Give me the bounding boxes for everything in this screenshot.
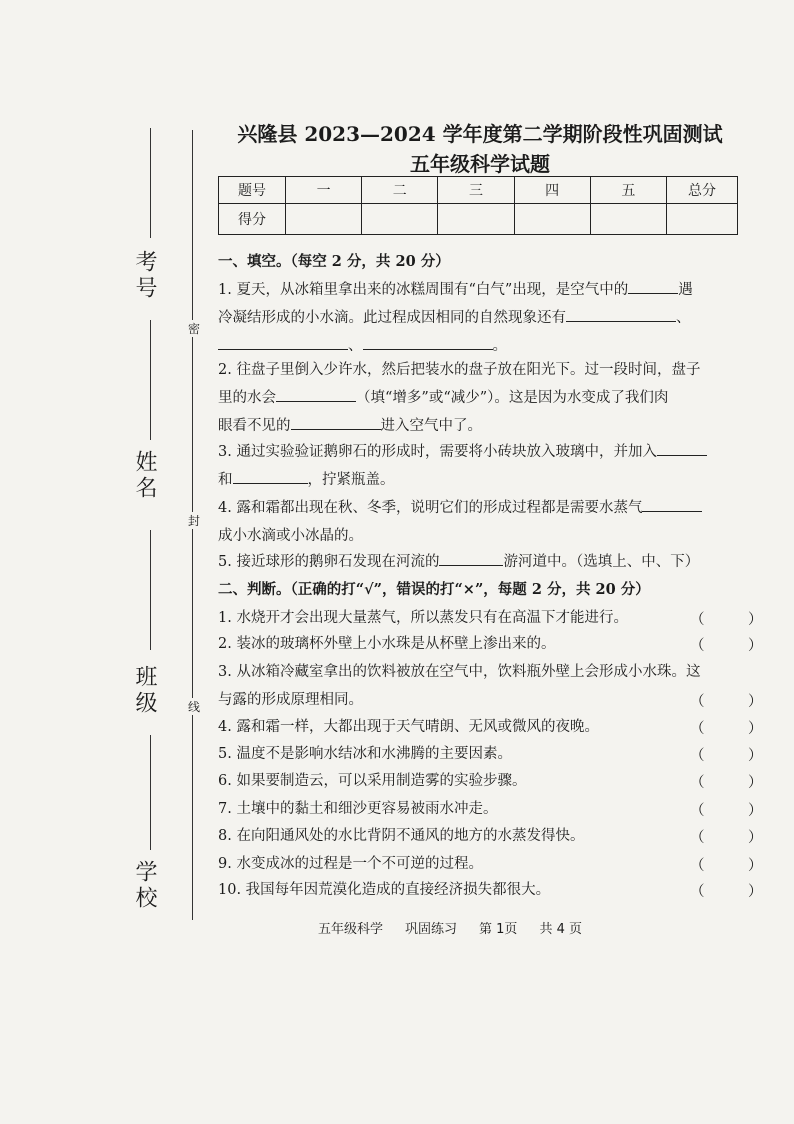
score-header-cell: 总分 (667, 177, 738, 204)
exam-subtitle: 五年级科学试题 (410, 152, 550, 176)
exam-number-label: 考号 (132, 250, 157, 302)
q1-text-c: 冷凝结形成的小水滴。此过程成因相同的自然现象还有 (218, 310, 566, 326)
score-row-label: 得分 (219, 204, 286, 235)
exam-number-line (150, 128, 151, 238)
score-header-cell: 一 (286, 177, 362, 204)
footer-page: 第 1页 (479, 922, 518, 937)
score-header-cell: 三 (438, 177, 514, 204)
answer-paren-2[interactable]: （ ） (690, 638, 763, 654)
footer-type: 巩固练习 (405, 922, 458, 937)
seal-char-mi: 密 (188, 322, 201, 336)
q4-text: 4. 露和霜都出现在秋、冬季，说明它们的形成过程都是需要水蒸气 (218, 500, 643, 516)
answer-paren-3[interactable]: （ ） (690, 694, 763, 710)
fill-q2 (218, 356, 740, 440)
q2-text-d: 眼看不见的 (218, 418, 291, 434)
q3-blank-1[interactable] (657, 439, 707, 456)
judge-item-4: 4. 露和霜一样，大都出现于天气晴朗、无风或微风的夜晚。 (218, 719, 599, 735)
q1-text: 1. 夏天，从冰箱里拿出来的冰糕周围有“白气”出现，是空气中的 (218, 282, 629, 298)
q1-text-b: 遇 (678, 282, 693, 298)
fill-q1 (218, 276, 740, 360)
score-header-cell: 二 (362, 177, 438, 204)
score-table (218, 176, 738, 235)
judge-item-5: 5. 温度不是影响水结冰和水沸腾的主要因素。 (218, 746, 512, 762)
q2-text: 2. 往盘子里倒入少许水，然后把装水的盘子放在阳光下。过一段时间，盘子 (218, 362, 701, 378)
score-cell[interactable] (667, 204, 738, 235)
q3-text-c: ，拧紧瓶盖。 (307, 472, 395, 488)
exam-title: 兴隆县 2023—2024 学年度第二学期阶段性巩固测试 (237, 122, 723, 146)
score-cell[interactable] (286, 204, 362, 235)
q2-blank-2[interactable] (291, 413, 381, 430)
answer-paren-10[interactable]: （ ） (690, 884, 763, 900)
score-cell[interactable] (438, 204, 514, 235)
seal-char-feng: 封 (188, 514, 201, 528)
q5-text: 5. 接近球形的鹅卵石发现在河流的 (218, 554, 440, 570)
q2-text-e: 进入空气中了。 (380, 418, 482, 434)
q1-text-d: 、 (676, 310, 691, 326)
judge-item-2: 2. 装冰的玻璃杯外壁上小水珠是从杯壁上渗出来的。 (218, 636, 556, 652)
q5-blank-1[interactable] (439, 549, 503, 566)
answer-paren-9[interactable]: （ ） (690, 858, 763, 874)
score-cell[interactable] (514, 204, 590, 235)
name-line (150, 320, 151, 440)
answer-paren-8[interactable]: （ ） (690, 830, 763, 846)
judge-item-9: 9. 水变成冰的过程是一个不可逆的过程。 (218, 856, 483, 872)
class-line (150, 530, 151, 650)
score-header-cell: 题号 (219, 177, 286, 204)
judge-item-1: 1. 水烧开才会出现大量蒸气，所以蒸发只有在高温下才能进行。 (218, 610, 628, 626)
q1-text-f: 。 (492, 338, 507, 354)
judge-item-7: 7. 土壤中的黏土和细沙更容易被雨水冲走。 (218, 801, 498, 817)
judge-item-10: 10. 我国每年因荒漠化造成的直接经济损失都很大。 (218, 882, 551, 898)
answer-paren-7[interactable]: （ ） (690, 803, 763, 819)
answer-paren-4[interactable]: （ ） (690, 721, 763, 737)
judge-item-3a: 3. 从冰箱冷藏室拿出的饮料被放在空气中，饮料瓶外壁上会形成小水珠。这 (218, 664, 701, 680)
section2-heading: 二、判断。（正确的打“√”，错误的打“×”，每题 2 分，共 20 分） (218, 581, 650, 598)
seal-char-xian: 线 (188, 700, 201, 714)
footer-total: 共 4 页 (539, 922, 582, 937)
q1-text-e: 、 (348, 338, 363, 354)
school-line (150, 735, 151, 850)
q3-text: 3. 通过实验验证鹅卵石的形成时，需要将小砖块放入玻璃中，并加入 (218, 444, 657, 460)
page-footer (318, 918, 638, 937)
judge-item-6: 6. 如果要制造云，可以采用制造雾的实验步骤。 (218, 773, 527, 789)
section1-heading: 一、填空。（每空 2 分，共 20 分） (218, 253, 450, 270)
answer-paren-6[interactable]: （ ） (690, 775, 763, 791)
score-header-cell: 四 (514, 177, 590, 204)
q1-blank-4[interactable] (363, 333, 493, 350)
q3-text-b: 和 (218, 472, 233, 488)
score-cell[interactable] (590, 204, 666, 235)
q2-text-c: （填“增多”或“减少”）。这是因为水变成了我们肉 (356, 390, 669, 406)
class-label: 班级 (132, 665, 157, 717)
q4-text-b: 成小水滴或小冰晶的。 (218, 528, 363, 544)
footer-subject: 五年级科学 (318, 922, 384, 937)
answer-paren-5[interactable]: （ ） (690, 748, 763, 764)
name-label: 姓名 (132, 450, 157, 502)
score-cell[interactable] (362, 204, 438, 235)
q4-blank-1[interactable] (642, 495, 702, 512)
school-label: 学校 (132, 860, 157, 912)
fill-q4 (218, 494, 740, 550)
q2-text-b: 里的水会 (218, 390, 276, 406)
fill-q5 (218, 548, 740, 576)
answer-paren-1[interactable]: （ ） (690, 612, 763, 628)
q1-blank-3[interactable] (218, 333, 348, 350)
q1-blank-2[interactable] (566, 305, 676, 322)
q3-blank-2[interactable] (233, 467, 308, 484)
fill-q3 (218, 438, 740, 494)
score-header-cell: 五 (590, 177, 666, 204)
q5-text-b: 游河道中。（选填上、中、下） (503, 554, 700, 570)
judge-item-8: 8. 在向阳通风处的水比背阴不通风的地方的水蒸发得快。 (218, 828, 585, 844)
judge-item-3b: 与露的形成原理相同。 (218, 692, 363, 708)
q2-blank-1[interactable] (276, 385, 356, 402)
q1-blank-1[interactable] (628, 277, 678, 294)
